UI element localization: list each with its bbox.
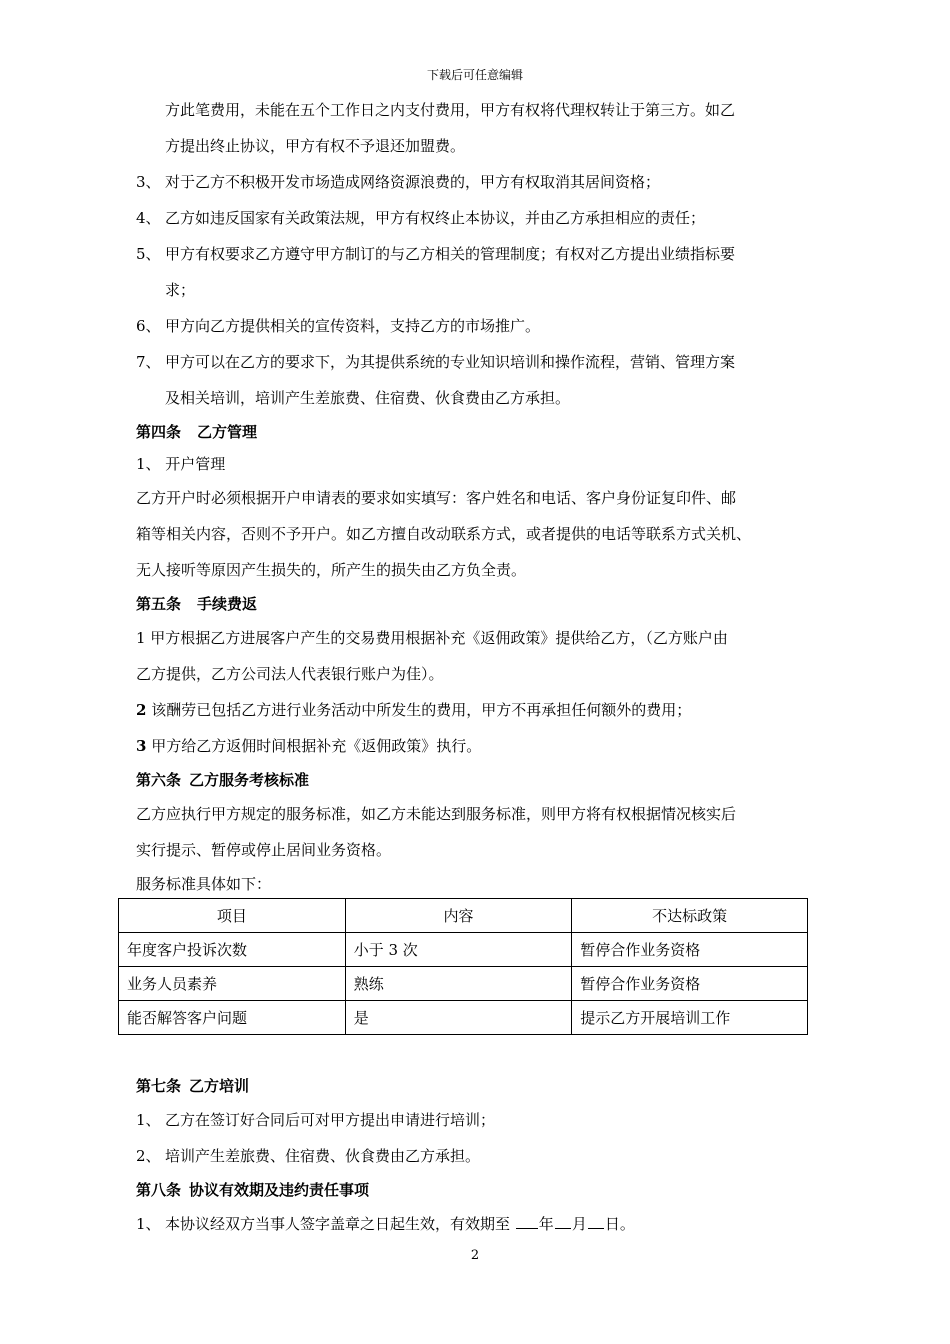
year-blank — [516, 1213, 538, 1229]
item-text: 甲方给乙方返佣时间根据补充《返佣政策》执行。 — [151, 737, 482, 755]
list-item — [136, 1206, 816, 1242]
table-cell: 熟练 — [345, 967, 572, 1001]
article-6-heading — [136, 764, 816, 796]
paragraph-line — [136, 728, 816, 764]
table-row — [119, 967, 808, 1001]
list-text: 培训产生差旅费、住宿费、伙食费由乙方承担。 — [165, 1147, 481, 1165]
article-number: 第八条 — [136, 1181, 182, 1199]
paragraph-line: 乙方提供，乙方公司法人代表银行账户为佳）。 — [136, 665, 444, 683]
list-number: 5、 — [136, 245, 161, 263]
list-number: 7、 — [136, 353, 161, 371]
article-4-heading — [136, 416, 816, 448]
list-number: 3、 — [136, 173, 161, 191]
article-title: 协议有效期及违约责任事项 — [189, 1181, 370, 1199]
item-number: 3 — [136, 737, 147, 755]
article-title: 乙方管理 — [197, 423, 258, 441]
page-header: 下载后可任意编辑 — [426, 68, 523, 82]
list-item-7 — [136, 344, 816, 380]
paragraph-line: 1 甲方根据乙方进展客户产生的交易费用根据补充《返佣政策》提供给乙方，（乙方账户由 — [136, 629, 728, 647]
list-item-6 — [136, 308, 816, 344]
table-cell: 暂停合作业务资格 — [572, 967, 808, 1001]
table-cell: 提示乙方开展培训工作 — [572, 1001, 808, 1035]
article-number: 第五条 — [136, 595, 182, 613]
paragraph-line: 无人接听等原因产生损失的，所产生的损失由乙方负全责。 — [136, 561, 527, 579]
article-4-subheading: 1、 开户管理 — [136, 455, 226, 473]
list-item-7-continued: 及相关培训，培训产生差旅费、住宿费、伙食费由乙方承担。 — [165, 389, 571, 407]
paragraph-line: 实行提示、暂停或停止居间业务资格。 — [136, 841, 392, 859]
list-text: 甲方可以在乙方的要求下，为其提供系统的专业知识培训和操作流程，营销、管理方案 — [165, 353, 736, 371]
day-label: 日。 — [604, 1215, 635, 1233]
article-7-heading — [136, 1070, 816, 1102]
article-number: 第六条 — [136, 771, 182, 789]
item-number: 2 — [136, 701, 147, 719]
table-header-cell: 内容 — [345, 899, 572, 933]
table-row — [119, 933, 808, 967]
list-text: 甲方有权要求乙方遵守甲方制订的与乙方相关的管理制度；有权对乙方提出业绩指标要 — [165, 245, 736, 263]
list-number: 4、 — [136, 209, 161, 227]
table-cell: 暂停合作业务资格 — [572, 933, 808, 967]
table-cell: 能否解答客户问题 — [119, 1001, 346, 1035]
paragraph-line: 方此笔费用，未能在五个工作日之内支付费用，甲方有权将代理权转让于第三方。如乙 — [165, 101, 736, 119]
month-blank — [555, 1213, 571, 1229]
article-title: 乙方培训 — [189, 1077, 250, 1095]
list-item-3 — [136, 164, 816, 200]
item-text: 该酬劳已包括乙方进行业务活动中所发生的费用，甲方不再承担任何额外的费用； — [151, 701, 692, 719]
paragraph-line: 箱等相关内容，否则不予开户。如乙方擅自改动联系方式，或者提供的电话等联系方式关机、 — [136, 525, 752, 543]
list-number: 1、 — [136, 1215, 161, 1233]
table-cell: 年度客户投诉次数 — [119, 933, 346, 967]
paragraph-line: 方提出终止协议，甲方有权不予退还加盟费。 — [165, 137, 466, 155]
table-header-cell: 项目 — [119, 899, 346, 933]
list-number: 6、 — [136, 317, 161, 335]
list-text: 对于乙方不积极开发市场造成网络资源浪费的，甲方有权取消其居间资格； — [165, 173, 661, 191]
year-label: 年 — [538, 1215, 554, 1233]
list-text: 本协议经双方当事人签字盖章之日起生效，有效期至 — [165, 1215, 511, 1233]
list-number: 2、 — [136, 1147, 161, 1165]
table-cell: 小于 3 次 — [345, 933, 572, 967]
list-number: 1、 — [136, 1111, 161, 1129]
list-item-5-continued: 求； — [165, 281, 196, 299]
article-number: 第七条 — [136, 1077, 182, 1095]
table-header-cell: 不达标政策 — [572, 899, 808, 933]
list-item — [136, 1138, 816, 1174]
month-label: 月 — [571, 1215, 587, 1233]
article-5-heading — [136, 588, 816, 620]
page-number: 2 — [470, 1248, 480, 1263]
paragraph-line — [136, 692, 816, 728]
table-cell: 业务人员素养 — [119, 967, 346, 1001]
list-item-4 — [136, 200, 816, 236]
list-text: 甲方向乙方提供相关的宣传资料，支持乙方的市场推广。 — [165, 317, 541, 335]
paragraph-line: 服务标准具体如下： — [136, 875, 272, 893]
service-standard-table — [118, 898, 808, 1035]
list-text: 乙方在签订好合同后可对甲方提出申请进行培训； — [165, 1111, 496, 1129]
body-content-top — [136, 92, 816, 900]
paragraph-line: 乙方应执行甲方规定的服务标准，如乙方未能达到服务标准，则甲方将有权根据情况核实后 — [136, 805, 737, 823]
table-header-row — [119, 899, 808, 933]
article-number: 第四条 — [136, 423, 182, 441]
article-8-heading — [136, 1174, 816, 1206]
list-item — [136, 1102, 816, 1138]
article-title: 手续费返 — [197, 595, 258, 613]
table-cell: 是 — [345, 1001, 572, 1035]
day-blank — [588, 1213, 604, 1229]
article-title: 乙方服务考核标准 — [189, 771, 310, 789]
paragraph-line: 乙方开户时必须根据开户申请表的要求如实填写：客户姓名和电话、客户身份证复印件、邮 — [136, 489, 737, 507]
list-item-5 — [136, 236, 816, 272]
body-content-bottom — [136, 1070, 816, 1242]
table-row — [119, 1001, 808, 1035]
list-text: 乙方如违反国家有关政策法规，甲方有权终止本协议，并由乙方承担相应的责任； — [165, 209, 706, 227]
